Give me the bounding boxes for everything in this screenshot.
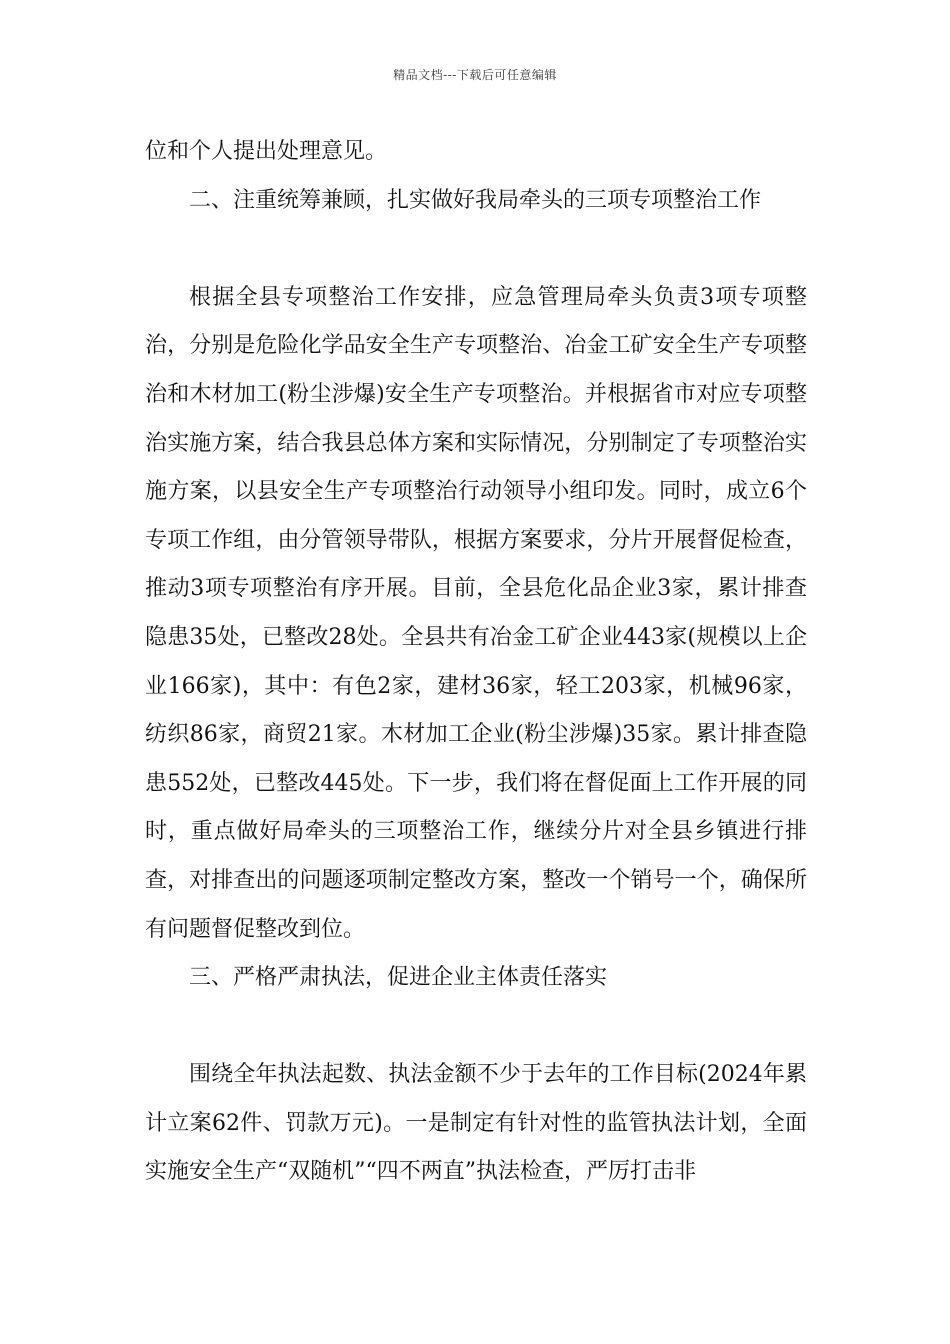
document-body (145, 128, 807, 1197)
paragraph-special-rectification: 根据全县专项整治工作安排，应急管理局牵头负责3项专项整治，分别是危险化学品安全生产专项整治、冶金工矿安全生产专项整治和木材加工(粉尘涉爆)安全生产专项整治。并根据省市对应专项整治实施方案，结合我县总体方案和实际情况，分别制定了专项整治实施方案，以县安全生产专项整治行动领导小组印发。同时，成立6个专项工作组，由分管领导带队，根据方案要求，分片开展督促检查，推动3项专项整治有序开展。目前，全县危化品企业3家，累计排查隐患35处，已整改28处。全县共有冶金工矿企业443家(规模以上企业166家)，其中：有色2家，建材36家，轻工203家，机械96家，纺织86家，商贸21家。木材加工企业(粉尘涉爆)35家。累计排查隐患552处，已整改445处。下一步，我们将在督促面上工作开展的同时，重点做好局牵头的三项整治工作，继续分片对全县乡镇进行排查，对排查出的问题逐项制定整改方案，整改一个销号一个，确保所有问题督促整改到位。 (145, 284, 807, 942)
paragraph-continued: 位和个人提出处理意见。 (145, 139, 388, 164)
section-heading-3: 三、严格严肃执法，促进企业主体责任落实 (189, 965, 608, 991)
section-heading-2: 二、注重统筹兼顾，扎实做好我局牵头的三项专项整治工作 (189, 187, 762, 213)
paragraph-law-enforcement: 围绕全年执法起数、执法金额不少于去年的工作目标(2024年累计立案62件、罚款万元)。一是制定有针对性的监管执法计划，全面实施安全生产“双随机”“四不两直”执法检查，严厉打击非 (145, 1062, 807, 1185)
page-header: 精品文档---下载后可任意编辑 (393, 68, 557, 82)
